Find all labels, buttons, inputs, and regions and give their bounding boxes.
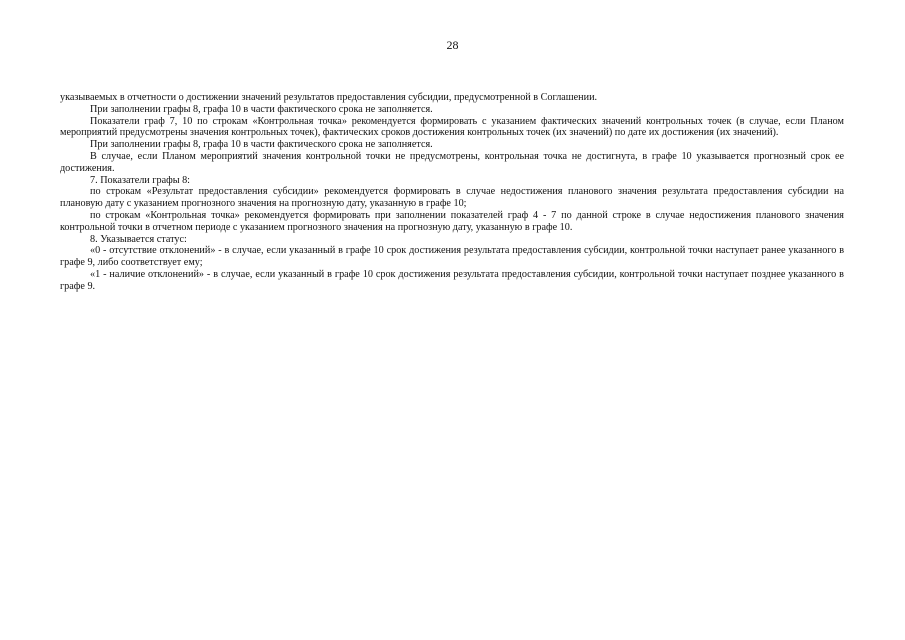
- body-text: [60, 92, 844, 293]
- paragraph: по строкам «Результат предоставления субсидии» рекомендуется формировать в случае недостижения планового значения результата предоставления субсидии на плановую дату с указанием прогнозного значения на прогнозную дату, указанную в графе 10;: [60, 186, 844, 210]
- paragraph: 7. Показатели графы 8:: [90, 174, 191, 186]
- paragraph: При заполнении графы 8, графа 10 в части фактического срока не заполняется.: [90, 139, 433, 151]
- paragraph: В случае, если Планом мероприятий значения контрольной точки не предусмотрены, контрольная точка не достигнута, в графе 10 указывается прогнозный срок ее достижения.: [60, 150, 844, 174]
- page-number: 28: [446, 38, 459, 52]
- paragraph: «0 - отсутствие отклонений» - в случае, если указанный в графе 10 срок достижения результата предоставления субсидии, контрольной точки наступает ранее указанного в графе 9, либо соответствует ему;: [60, 245, 844, 269]
- paragraph: Показатели граф 7, 10 по строкам «Контрольная точка» рекомендуется формировать с указанием фактических значений контрольных точек (в случае, если Планом мероприятий предусмотрены значения контрольных точек), фактических сроков достижения контрольных точек (их значений) по дате их достижения (их значений).: [60, 115, 844, 139]
- paragraph: «1 - наличие отклонений» - в случае, если указанный в графе 10 срок достижения результата предоставления субсидии, контрольной точки наступает позднее указанного в графе 9.: [60, 268, 844, 292]
- paragraph: по строкам «Контрольная точка» рекомендуется формировать при заполнении показателей граф 4 - 7 по данной строке в случае недостижения планового значения контрольной точки в отчетном периоде с указанием прогнозного значения на прогнозную дату, указанную в графе 10.: [60, 209, 844, 233]
- paragraph: При заполнении графы 8, графа 10 в части фактического срока не заполняется.: [90, 103, 433, 115]
- paragraph: 8. Указывается статус:: [90, 233, 187, 245]
- paragraph: указываемых в отчетности о достижении значений результатов предоставления субсидии, предусмотренной в Соглашении.: [60, 92, 598, 103]
